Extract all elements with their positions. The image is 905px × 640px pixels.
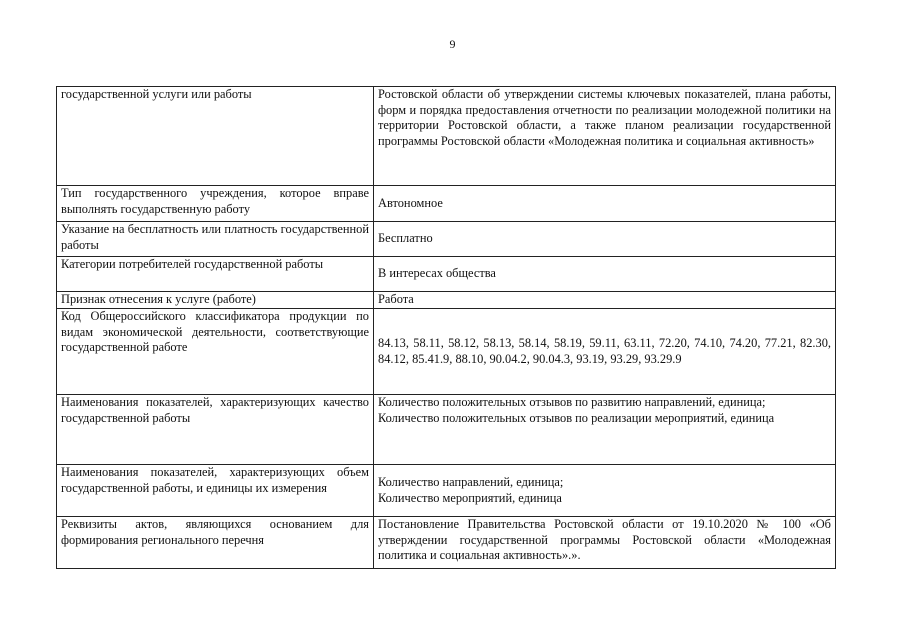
row-label: Код Общероссийского классификатора продукции по видам экономической деятельности, соответствующие государственной работе <box>57 309 374 395</box>
table-row <box>57 222 836 257</box>
row-value: Постановление Правительства Ростовской области от 19.10.2020 № 100 «Об утверждении государственной программы Ростовской области «Молодежная политика и социальная активность».». <box>374 517 836 569</box>
table-row <box>57 87 836 186</box>
table-row <box>57 257 836 292</box>
row-value: Автономное <box>374 186 836 222</box>
row-label: Реквизиты актов, являющихся основанием для формирования регионального перечня <box>57 517 374 569</box>
table-row <box>57 292 836 309</box>
page-number: 9 <box>449 37 456 51</box>
row-label: Указание на бесплатность или платность государственной работы <box>57 222 374 257</box>
registry-table <box>56 86 836 569</box>
row-label: Тип государственного учреждения, которое вправе выполнять государственную работу <box>57 186 374 222</box>
table-row <box>57 186 836 222</box>
row-value: Работа <box>374 292 836 309</box>
row-label: государственной услуги или работы <box>57 87 374 186</box>
table-row <box>57 309 836 395</box>
row-label: Категории потребителей государственной работы <box>57 257 374 292</box>
row-value: В интересах общества <box>374 257 836 292</box>
table-row <box>57 517 836 569</box>
table-row <box>57 465 836 517</box>
row-value <box>374 465 836 517</box>
volume-indicator-2: Количество мероприятий, единица <box>378 490 562 505</box>
table-row <box>57 395 836 465</box>
quality-indicator-1: Количество положительных отзывов по развитию направлений, единица; <box>378 395 766 409</box>
row-value <box>374 395 836 465</box>
volume-indicator-1: Количество направлений, единица; <box>378 474 564 489</box>
row-label: Наименования показателей, характеризующих объем государственной работы, и единицы их измерения <box>57 465 374 517</box>
row-value: 84.13, 58.11, 58.12, 58.13, 58.14, 58.19, 59.11, 63.11, 72.20, 74.10, 74.20, 77.21, 82.30, 84.12, 85.41.9, 88.10, 90.04.2, 90.04.3, 93.19, 93.29, 93.29.9 <box>374 309 836 395</box>
quality-indicator-2: Количество положительных отзывов по реализации мероприятий, единица <box>378 410 775 425</box>
row-label: Наименования показателей, характеризующих качество государственной работы <box>57 395 374 465</box>
row-label: Признак отнесения к услуге (работе) <box>57 292 374 309</box>
row-value: Ростовской области об утверждении системы ключевых показателей, плана работы, форм и порядка предоставления отчетности по реализации молодежной политики на территории Ростовской области, а также планом реализации государственной программы Ростовской области «Молодежная политика и социальная активность» <box>374 87 836 186</box>
row-value: Бесплатно <box>374 222 836 257</box>
